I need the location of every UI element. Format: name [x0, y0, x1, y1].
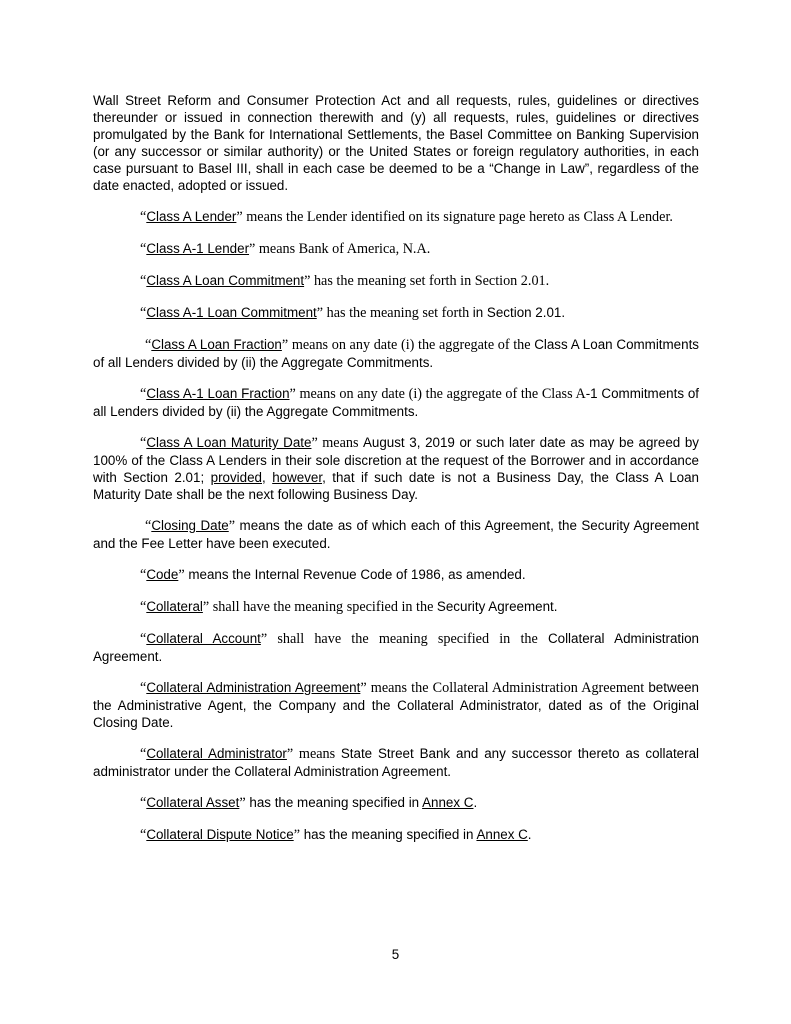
definition-class-a-loan-maturity-date: “Class A Loan Maturity Date” means August 3, 2019 or such later date as may be agreed by 100% of the Class A Lenders in their sole discretion at the request of the Borrower and in accordance with Section 2.01; provided, however, that if such date is not a Business Day, the Class A Loan Maturity Date shall be the next following Business Day.: [93, 435, 700, 502]
definition-text: Class A Loan Commitments of all Lenders divided by (ii) the Aggregate Commitments.: [93, 337, 699, 370]
definition-collateral-asset: “Collateral Asset” has the meaning specified in Annex C.: [140, 795, 478, 811]
definition-text: ,: [262, 470, 273, 485]
definition-text: means the Collateral Administration Agreement: [366, 680, 649, 696]
definition-text: , that if such date is not a Business Day, the Class A Loan Maturity Date shall be the next following Business Day.: [93, 470, 699, 502]
provided-term: provided: [210, 470, 262, 485]
definition-text: shall have the meaning specified in the: [267, 631, 548, 647]
term-collateral-administration-agreement: Collateral Administration Agreement: [146, 680, 361, 695]
page-number: 5: [391, 947, 400, 962]
definition-text: means: [317, 435, 363, 451]
term-collateral: Collateral: [146, 599, 203, 614]
definition-text: Security Agreement.: [436, 599, 558, 614]
term-class-a-lender: Class A Lender: [146, 209, 237, 224]
term-class-a1-loan-commitment: Class A-1 Loan Commitment: [146, 305, 317, 320]
definition-class-a-loan-commitment: “Class A Loan Commitment” has the meaning set forth in Section 2.01.: [140, 273, 550, 289]
definition-closing-date: “Closing Date” means the date as of which each of this Agreement, the Security Agreement and the Fee Letter have been executed.: [93, 518, 699, 551]
definition-text: means Bank of America, N.A.: [255, 241, 431, 257]
definition-text: shall have the meaning specified in the: [209, 599, 437, 615]
definition-collateral: “Collateral” shall have the meaning specified in the Security Agreement.: [140, 599, 558, 615]
term-class-a-loan-fraction: Class A Loan Fraction: [151, 337, 282, 352]
term-collateral-account: Collateral Account: [146, 631, 261, 646]
annex-c-reference: Annex C: [422, 795, 474, 810]
definition-text: August 3, 2019 or such later date as may be agreed by 100% of the Class A Lenders in their sole discretion at the request of the Borrower and in accordance with Section 2.01;: [93, 435, 700, 485]
definition-class-a1-loan-commitment: “Class A-1 Loan Commitment” has the meaning set forth in Section 2.01.: [140, 305, 566, 321]
term-collateral-asset: Collateral Asset: [146, 795, 240, 810]
definition-text: means on any date (i) the aggregate of the: [288, 337, 535, 353]
definition-text: in Section 2.01.: [472, 305, 566, 320]
term-class-a1-loan-fraction: Class A-1 Loan Fraction: [146, 386, 290, 401]
term-class-a-loan-maturity-date: Class A Loan Maturity Date: [146, 435, 312, 450]
definition-text: has the meaning specified in: [300, 827, 477, 842]
definition-text: .: [527, 827, 532, 842]
definition-text: means the Internal Revenue Code of 1986, as amended.: [184, 567, 526, 582]
definition-text: means: [293, 746, 341, 762]
definition-text: Collateral Administration Agreement.: [93, 631, 699, 664]
term-collateral-dispute-notice: Collateral Dispute Notice: [146, 827, 294, 842]
definition-text: has the meaning specified in: [245, 795, 423, 810]
definition-text: has the meaning set forth in Section 2.01.: [310, 273, 550, 289]
term-class-a-loan-commitment: Class A Loan Commitment: [146, 273, 305, 288]
definition-text: has the meaning set forth: [323, 305, 473, 321]
definition-text: means the Lender identified on its signature page hereto as Class A Lender.: [242, 209, 673, 225]
however-term: however: [272, 470, 323, 485]
definition-class-a1-lender: “Class A-1 Lender” means Bank of America, N.A.: [140, 241, 431, 257]
intro-paragraph: [93, 92, 699, 194]
intro-text: Wall Street Reform and Consumer Protection Act and all requests, rules, guidelines or directives thereunder or issued in connection therewith and (y) all requests, rules, guidelines or directives promulgated by the Bank for International Settlements, the Basel Committee on Banking Supervision (or any successor or similar authority) or the United States or foreign regulatory authorities, in each case pursuant to Basel III, shall in each case be deemed to be a “Change in Law”, regardless of the date enacted, adopted or issued.: [93, 93, 699, 193]
definition-text: means the date as of which each of this Agreement, the Security Agreement and the Fee Letter have been executed.: [93, 518, 699, 551]
definition-class-a-lender: “Class A Lender” means the Lender identified on its signature page hereto as Class A Lender.: [140, 209, 673, 225]
term-code: Code: [146, 567, 179, 582]
definition-text: .: [473, 795, 478, 810]
document-page: [93, 92, 699, 858]
term-closing-date: Closing Date: [151, 518, 229, 533]
definition-collateral-dispute-notice: “Collateral Dispute Notice” has the meaning specified in Annex C.: [140, 827, 532, 843]
term-collateral-administrator: Collateral Administrator: [146, 746, 287, 761]
annex-c-reference: Annex C: [476, 827, 528, 842]
definition-code: “Code” means the Internal Revenue Code of 1986, as amended.: [140, 567, 526, 583]
definition-text: -1 Commitments of all Lenders divided by (ii) the Aggregate Commitments.: [93, 386, 700, 419]
definition-text: State Street Bank and any successor thereto as collateral administrator under the Collateral Administration Agreement.: [93, 746, 699, 779]
definition-text: means on any date (i) the aggregate of the Class A: [295, 386, 586, 402]
definition-collateral-administration-agreement: “Collateral Administration Agreement” means the Collateral Administration Agreement between the Administrative Agent, the Company and the Collateral Administrator, dated as of the Original Closing Date.: [93, 680, 699, 730]
definition-collateral-account: “Collateral Account” shall have the meaning specified in the Collateral Administration Agreement.: [93, 631, 699, 664]
definition-class-a1-loan-fraction: “Class A-1 Loan Fraction” means on any date (i) the aggregate of the Class A-1 Commitments of all Lenders divided by (ii) the Aggregate Commitments.: [93, 386, 700, 419]
term-class-a1-lender: Class A-1 Lender: [146, 241, 250, 256]
definition-collateral-administrator: “Collateral Administrator” means State Street Bank and any successor thereto as collateral administrator under the Collateral Administration Agreement.: [93, 746, 699, 779]
definition-class-a-loan-fraction: “Class A Loan Fraction” means on any date (i) the aggregate of the Class A Loan Commitments of all Lenders divided by (ii) the Aggregate Commitments.: [93, 337, 699, 370]
definition-text: between the Administrative Agent, the Company and the Collateral Administrator, dated as of the Original Closing Date.: [93, 680, 699, 730]
